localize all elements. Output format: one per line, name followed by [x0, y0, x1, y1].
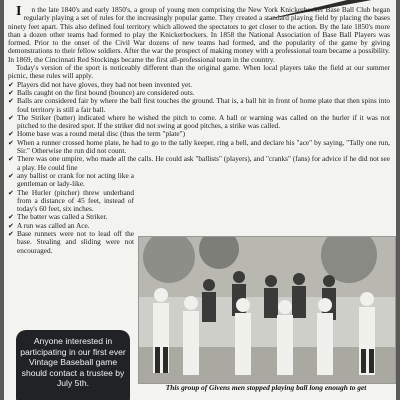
checkmark-icon: ✔	[8, 171, 14, 180]
rule-text: The batter was called a Striker.	[17, 212, 108, 222]
rules-list	[8, 81, 390, 172]
checkmark-icon: ✔	[8, 155, 14, 164]
rule-item	[8, 189, 134, 214]
rule-text: Base runners were not to lead off the base. Stealing and sliding were not encouraged.	[17, 229, 134, 255]
newsletter-page	[4, 0, 396, 400]
rule-text: When a runner crossed home plate, he had to go to the tally keeper, ring a bell, and declare his "ace" by saying, "Tally one run, Sir." Otherwise the run did not count.	[17, 137, 390, 156]
team-photo-image	[139, 237, 395, 383]
checkmark-icon: ✔	[8, 88, 14, 97]
checkmark-icon: ✔	[8, 230, 14, 239]
rule-text: Home base was a round metal disc (thus the term "plate")	[17, 129, 186, 139]
rules-narrow-column	[8, 172, 134, 255]
rules-intro-paragraph: Today's version of the sport is noticeably different than the original game. When local players take the field at our summer picnic, these rules will apply.	[8, 63, 390, 81]
rule-item	[8, 230, 134, 255]
rule-item	[8, 172, 134, 189]
rule-text: A run was called an Ace.	[17, 220, 90, 230]
checkmark-icon: ✔	[8, 80, 14, 89]
vintage-baseball-callout	[16, 330, 130, 400]
rule-item	[8, 139, 390, 156]
rule-text: The Striker (batter) indicated where he wished the pitch to come. A ball or warning was called on the hurler if it was not pitched to the desired spot. If the striker did not swing at good pitches, a strike was called.	[17, 112, 390, 131]
checkmark-icon: ✔	[8, 138, 14, 147]
rules-list-narrow	[8, 172, 134, 255]
rule-text: The Hurler (pitcher) threw underhand from a distance of 45 feet, instead of today's 60 feet, six inches.	[17, 187, 134, 214]
intro-text: n the late 1840's and early 1850's, a group of young men comprising the New York Knickerbocker Base Ball Club began regularly playing a set of rules for the increasingly popular game. They created a standard playing field by placing the bases ninety feet apart. This also defined foul territory which allowed the spectators to get closer to the action. By the late 1850's more than a dozen other teams had formed to play the Knickerbockers. In 1858 the National Association of Base Ball Players was formed. Prior to the onset of the Civil War dozens of new teams had formed, and the popularity of the game by giving demonstrations to their fellow soldiers. After the war the prospect of making money with a professional team became a possibility. In 1869, the Cincinnati Red Stockings became the first all-professional team in the country.	[8, 5, 390, 64]
rule-text: Players did not have gloves, they had not been invented yet.	[17, 79, 193, 89]
drop-cap: I	[16, 4, 22, 19]
photo-caption: This group of Givens men stopped playing ball long enough to get	[165, 383, 367, 392]
checkmark-icon: ✔	[8, 130, 14, 139]
rule-item	[8, 155, 390, 172]
checkmark-icon: ✔	[8, 113, 14, 122]
rule-text: Balls caught on the first bound (bounce) are considered outs.	[17, 87, 195, 97]
checkmark-icon: ✔	[8, 188, 14, 197]
rule-text: any ballist or crank for not acting like a gentleman or lady-like.	[17, 170, 134, 189]
team-photo	[138, 236, 396, 384]
callout-text: Anyone interested in participating in our first ever Vintage Baseball game should contact a trustee by July 5th.	[20, 336, 126, 389]
checkmark-icon: ✔	[8, 97, 14, 106]
checkmark-icon: ✔	[8, 213, 14, 222]
rule-text: There was one umpire, who made all the calls. He could ask "ballists" (players), and "cranks" (fans) for advice if he did not see a play. He could fine	[17, 154, 390, 172]
rule-item	[8, 114, 390, 131]
rule-item	[8, 97, 390, 114]
article-body	[8, 6, 390, 255]
rule-text: Balls are considered fair by where the ball first touches the ground. That is, a ball hit in front of home plate that then spins into foul territory is still a fair ball.	[17, 96, 390, 114]
checkmark-icon: ✔	[8, 221, 14, 230]
intro-paragraph	[8, 6, 390, 64]
